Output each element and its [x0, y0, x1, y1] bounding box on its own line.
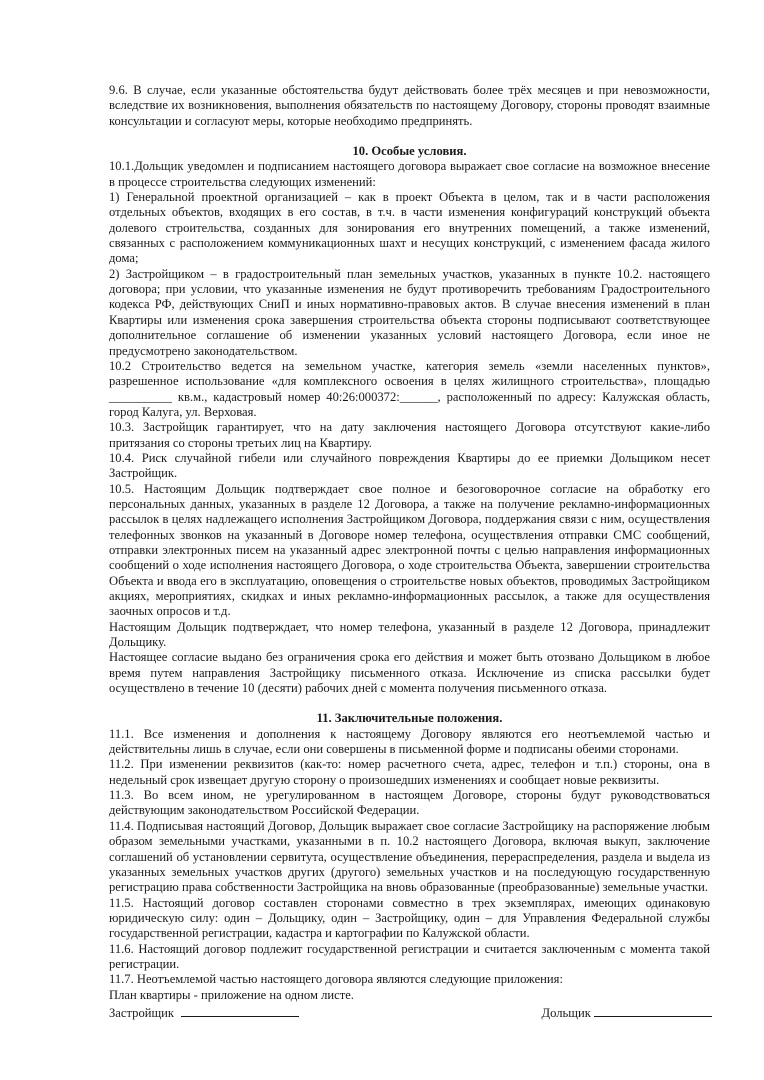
clause-11-6: 11.6. Настоящий договор подлежит государственной регистрации и считается заключенным с момента такой регистрации. [109, 941, 710, 971]
document-page [109, 83, 710, 1003]
clause-9-6: 9.6. В случае, если указанные обстоятельства будут действовать более трёх месяцев и при невозможности, вследствие их возникновения, выполнения обязательств по настоящему Договору, стороны проводят взаимные консультации и согласуют меры, которые необходимо предпринять. [109, 83, 710, 128]
signature-row [109, 1004, 712, 1021]
shareholder-signature-label: Дольщик [541, 1006, 591, 1020]
spacer [109, 696, 710, 711]
spacer [109, 129, 710, 144]
clause-11-4: 11.4. Подписывая настоящий Договор, Дольщик выражает свое согласие Застройщику на распоряжение любым образом земельными участками, указанными в п. 10.2 настоящего Договора, включая выкуп, заключение соглашений об установлении сервитута, осуществление объединения, перераспределения, раздела и выдела из указанных земельных участков других (другого) земельных участков и на последующую государственную регистрацию права собственности Застройщика на вновь образованные (преобразованные) земельные участки. [109, 818, 710, 895]
clause-11-3: 11.3. Во всем ином, не урегулированном в настоящем Договоре, стороны будут руководствоваться действующим законодательством Российской Федерации. [109, 788, 710, 818]
clause-10-5: 10.5. Настоящим Дольщик подтверждает свое полное и безоговорочное согласие на обработку его персональных данных, указанных в разделе 12 Договора, а также на получение рекламно-информационных рассылок в целях надлежащего исполнения Застройщиком Договора, поддержания связи с ним, осуществления телефонных звонков на указанный в Договоре номер телефона, осуществления отправки СМС сообщений, отправки электронных писем на указанный адрес электронной почты с целью направления информационных сообщений о ходе исполнения настоящего Договора, о ходе строительства Объекта, завершении строительства Объекта и ввода его в эксплуатацию, оповещения о строительстве новых объектов, проводимых Застройщиком акциях, мероприятиях, скидках и иных рекламно-информационных рассылок, а также для осуществления заочных опросов и т.д. [109, 481, 710, 619]
clause-11-7: 11.7. Неотъемлемой частью настоящего договора являются следующие приложения: [109, 972, 563, 987]
section-10-heading: 10. Особые условия. [352, 144, 467, 159]
clause-10-2: 10.2 Строительство ведется на земельном участке, категория земель «земли населенных пунктов», разрешенное использование «для комплексного освоения в целях жилищного строительства», площадью __________ кв.м., кадастровый номер 40:26:000372:______, расположенный по адресу: Калужская область, город Калуга, ул. Верховая. [109, 358, 710, 419]
section-11-heading: 11. Заключительные положения. [316, 711, 503, 726]
clause-10-1-item-1: 1) Генеральной проектной организацией – как в проект Объекта в целом, так и в части расположения отдельных объектов, входящих в его состав, в т.ч. в части изменения конфигураций конструкций объекта долевого строительства, созданных для зонирования его внутренних помещений, а также изменений, связанных с расположением коммуникационных шахт и несущих конструкций, с изменением фасада жилого дома; [109, 190, 710, 266]
clause-10-3: 10.3. Застройщик гарантирует, что на дату заключения настоящего Договора отсутствуют какие-либо притязания со стороны третьих лиц на Квартиру. [109, 420, 710, 450]
clause-10-5-phone: Настоящим Дольщик подтверждает, что номер телефона, указанный в разделе 12 Договора, принадлежит Дольщику. [109, 619, 710, 650]
clause-11-5: 11.5. Настоящий договор составлен сторонами совместно в трех экземплярах, имеющих одинаковую юридическую силу: один – Дольщику, один – Застройщику, один – для Управления Федеральной службы государственной регистрации, кадастра и картографии по Калужской области. [109, 895, 710, 941]
developer-signature [109, 1004, 299, 1021]
developer-signature-label: Застройщик [109, 1006, 175, 1020]
clause-10-1-item-2: 2) Застройщиком – в градостроительный план земельных участков, указанных в пункте 10.2. настоящего договора; при условии, что указанные изменения не будут противоречить требованиям Градостроительного кодекса РФ, действующих СниП и иных нормативно-правовых актов. В случае внесения изменений в план Квартиры или изменения срока завершения строительства объекта стороны подписывают соответствующее дополнительное соглашение об изменении указанных условий настоящего Договора, если иное не предусмотрено законодательством. [109, 266, 710, 358]
clause-11-7-appendix: План квартиры - приложение на одном листе. [109, 987, 354, 1002]
clause-10-1: 10.1.Дольщик уведомлен и подписанием настоящего договора выражает свое согласие на возможное внесение в процессе строительства следующих изменений: [109, 159, 710, 189]
clause-10-4: 10.4. Риск случайной гибели или случайного повреждения Квартиры до ее приемки Дольщиком несет Застройщик. [109, 450, 710, 481]
clause-11-1: 11.1. Все изменения и дополнения к настоящему Договору являются его неотъемлемой частью и действительны лишь в случае, если они совершены в письменной форме и подписаны обеими сторонами. [109, 726, 710, 757]
developer-signature-line [181, 1004, 299, 1017]
clause-10-5-consent: Настоящее согласие выдано без ограничения срока его действия и может быть отозвано Дольщиком в любое время путем направления Застройщику письменного отказа. Исключение из списка рассылки будет осуществлено в течение 10 (десяти) рабочих дней с момента получения письменного отказа. [109, 650, 710, 696]
clause-11-2: 11.2. При изменении реквизитов (как-то: номер расчетного счета, адрес, телефон и т.п.) стороны, она в недельный срок извещает другую сторону о произошедших изменениях и сообщает новые реквизиты. [109, 757, 710, 787]
shareholder-signature [542, 1004, 712, 1021]
shareholder-signature-line [594, 1004, 712, 1017]
